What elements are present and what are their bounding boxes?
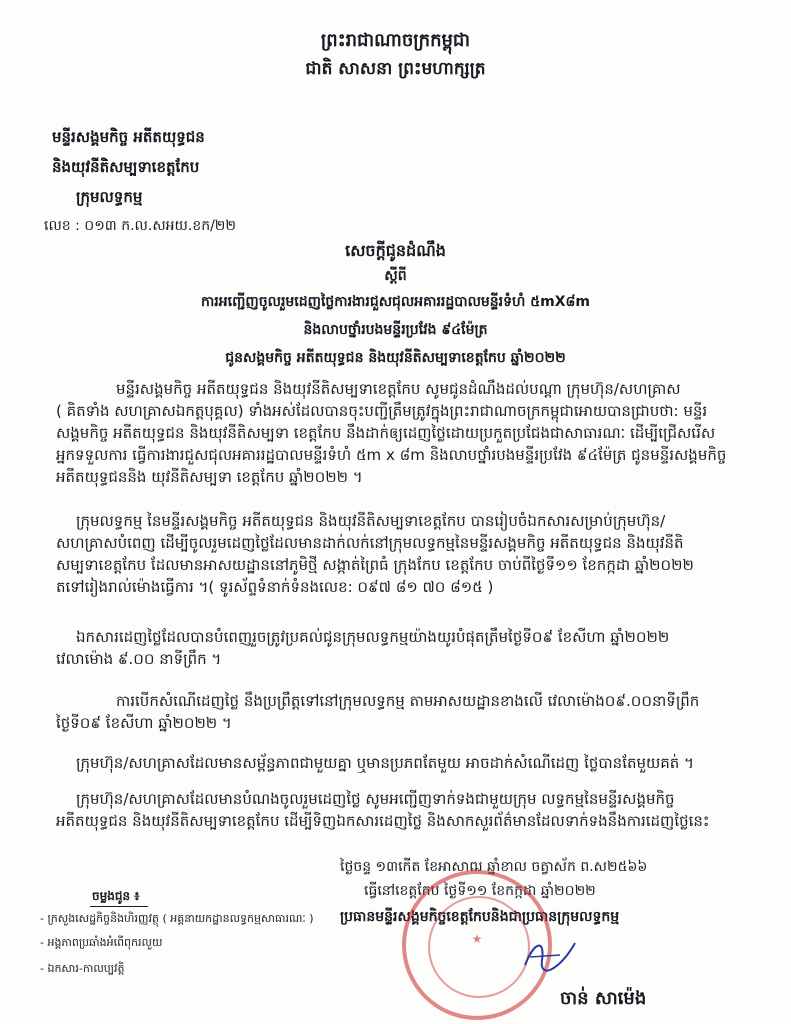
notice-subject-line: ការអញ្ជើញចូលរួមដេញថ្លៃការងារជួសជុលអគាររដ្ឋបាលមន្ទីរទំហំ ៥mX៨m xyxy=(200,294,591,310)
paragraph-contact xyxy=(56,788,746,832)
notice-subject-label: ស្តីពី xyxy=(384,268,407,284)
cc-item: - ឯកសារ-កាលប្បវត្តិ xyxy=(40,962,125,975)
signatory-role: ប្រធានមន្ទីរសង្គមកិច្ចខេត្តកែបនិងជាប្រធានក្រុមលទ្ធកម្ម xyxy=(340,909,620,925)
text-line: អតីតយុទ្ធជន និងយុវនីតិសម្បទាខេត្តកែប ដើម្បីទិញឯកសារដេញថ្លៃ និងសាកសួរព័ត៌មានដែលទាក់ទងនឹងការដេញថ្លៃនេះ xyxy=(56,812,710,830)
text-line: វេលាម៉ោង ៩.០០ នាទីព្រឹក ។ xyxy=(56,650,222,668)
paragraph-deadline xyxy=(56,626,746,670)
cc-item: - ក្រសួងសេដ្ឋកិច្ចនិងហិរញ្ញវត្ថុ ( អគ្គនាយកដ្ឋានលទ្ធកម្មសាធារណៈ ) xyxy=(40,912,314,925)
handwritten-signature xyxy=(520,935,580,975)
solar-date: ធ្វើនៅខេត្តកែប ថ្ងៃទី១១ ខែកក្កដា ឆ្នាំ២០២២ xyxy=(364,883,596,899)
issuer-committee: ក្រុមលទ្ធកម្ម xyxy=(76,188,143,206)
signatory-name: ចាន់ សាម៉េង xyxy=(560,988,647,1009)
text-line: ក្រុមលទ្ធកម្ម នៃមន្ទីរសង្គមកិច្ច អតីតយុទ្ធជន និងយុវនីតិសម្បទាខេត្តកែប បានរៀបចំឯកសារសម្រាប់ក្រុមហ៊ុន/ xyxy=(76,512,666,530)
text-line: ក្រុមហ៊ុន/សហគ្រាសដែលមានបំណងចូលរួមដេញថ្លៃ សូមអញ្ជើញទាក់ទងជាមួយក្រុម លទ្ធកម្មនៃមន្ទីរសង្គមកិច្ច xyxy=(76,790,675,808)
text-line: សង្គមកិច្ច អតីតយុទ្ធជន និងយុវនីតិសម្បទា ខេត្តកែប នឹងដាក់ឲ្យដេញថ្លៃដោយប្រកួតប្រជែងជាសាធារណៈ ដើម្បីជ្រើសរើស xyxy=(56,424,716,442)
notice-title: សេចក្តីជូនដំណឹង xyxy=(345,241,446,260)
cc-underline xyxy=(90,906,148,907)
text-line: អ្នកទទួលការ ធ្វើការងារជួសជុលអគាររដ្ឋបាលមន្ទីរទំហំ ៥m x ៨m និងលាបថ្នាំរបងមន្ទីរប្រវែង ៩៤ម៉ែត្រ ជូនមន្ទីរសង្គមកិច្ច xyxy=(56,446,727,464)
notice-subject-line: និងលាបថ្នាំរបងមន្ទីរប្រវែង ៩៤ម៉ែត្រ xyxy=(303,322,488,338)
paragraph-documents xyxy=(56,510,746,598)
notice-subject-line: ជូនសង្គមកិច្ច អតីតយុទ្ធជន និងយុវនីតិសម្បទាខេត្តកែប ឆ្នាំ២០២២ xyxy=(225,350,566,366)
text-line: ឯកសារដេញថ្លៃដែលបានបំពេញរួចត្រូវប្រគល់ជូនក្រុមលទ្ធកម្មយ៉ាងយូរបំផុតត្រឹមថ្ងៃទី០៩ ខែសីហា ឆ្នាំ២០២២ xyxy=(76,628,670,646)
paragraph-opening xyxy=(56,690,746,734)
paragraph-eligibility xyxy=(56,752,746,774)
cc-title: ចម្លងជូន ៖ xyxy=(92,889,140,903)
text-line: ( គិតទាំង សហគ្រាសឯកត្តបុគ្គល) ទាំងអស់ដែលបានចុះបញ្ជីត្រឹមត្រូវក្នុងព្រះរាជាណាចក្រកម្ពុជាអោយបានជ្រាបថា: មន្ទីរ xyxy=(56,402,708,420)
kingdom-heading: ព្រះរាជាណាចក្រកម្ពុជា xyxy=(320,30,471,51)
paragraph-announcement xyxy=(56,378,746,488)
text-line: សម្បទាខេត្តកែប ដែលមានអាសយដ្ឋាននៅភូមិថ្មី សង្កាត់ព្រៃធំ ក្រុងកែប ខេត្តកែប ចាប់ពីថ្ងៃទី១១ ខែកក្កដា ឆ្នាំ២០២២ xyxy=(56,556,694,574)
seal-inner-ring xyxy=(428,896,530,998)
lunar-date: ថ្ងៃចន្ទ ១៣កើត ខែអាសាឍ ឆ្នាំខាល ចត្វាស័ក ព.ស២៥៦៦ xyxy=(340,859,648,875)
text-line: តទៅរៀងរាល់ម៉ោងធ្វើការ ។( ទូរស័ព្ទទំនាក់ទំនងលេខ: ០៩៧ ៨១ ៧០ ៨១៥ ) xyxy=(56,578,494,596)
reference-number: លេខ : ០១៣ ក.ល.សអយ.ខក/២២ xyxy=(44,218,236,234)
issuer-department: និងយុវនីតិសម្បទាខេត្តកែប xyxy=(52,158,200,176)
national-motto: ជាតិ សាសនា ព្រះមហាក្សត្រ xyxy=(305,59,486,79)
cc-item: - អង្គភាពប្រឆាំងអំពើពុករលួយ xyxy=(40,936,163,949)
text-line: ការបើកសំណើដេញថ្លៃ នឹងប្រព្រឹត្តទៅនៅក្រុមលទ្ធកម្ម តាមអាសយដ្ឋានខាងលើ វេលាម៉ោង០៩.០០នាទីព្រឹក xyxy=(116,692,700,710)
seal-emblem: ★ xyxy=(471,932,483,946)
text-line: ថ្ងៃទី០៩ ខែសីហា ឆ្នាំ២០២២ ។ xyxy=(56,714,232,732)
text-line: មន្ទីរសង្គមកិច្ច អតីតយុទ្ធជន និងយុវនីតិសម្បទាខេត្តកែប សូមជូនដំណឹងដល់បណ្តា ក្រុមហ៊ុន/សហគ្រាស xyxy=(116,380,681,398)
text-line: សហគ្រាសបំពេញ ដើម្បីចូលរួមដេញថ្លៃដែលមានដាក់លក់នៅក្រុមលទ្ធកម្មនៃមន្ទីរសង្គមកិច្ច អតីតយុទ្ធជន និងយុវនីតិ xyxy=(56,534,684,552)
issuer-ministry: មន្ទីរសង្គមកិច្ច អតីតយុទ្ធជន xyxy=(52,128,205,146)
text-line: ក្រុមហ៊ុន/សហគ្រាសដែលមានសម្ព័ន្ធភាពជាមួយគ្នា ឬមានប្រភពតែមួយ អាចដាក់សំណើដេញ ថ្លៃបានតែមួយគត់ ។ xyxy=(76,754,694,772)
text-line: អតីតយុទ្ធជននិង យុវនីតិសម្បទា ខេត្តកែប ឆ្នាំ២០២២ ។ xyxy=(56,468,363,486)
